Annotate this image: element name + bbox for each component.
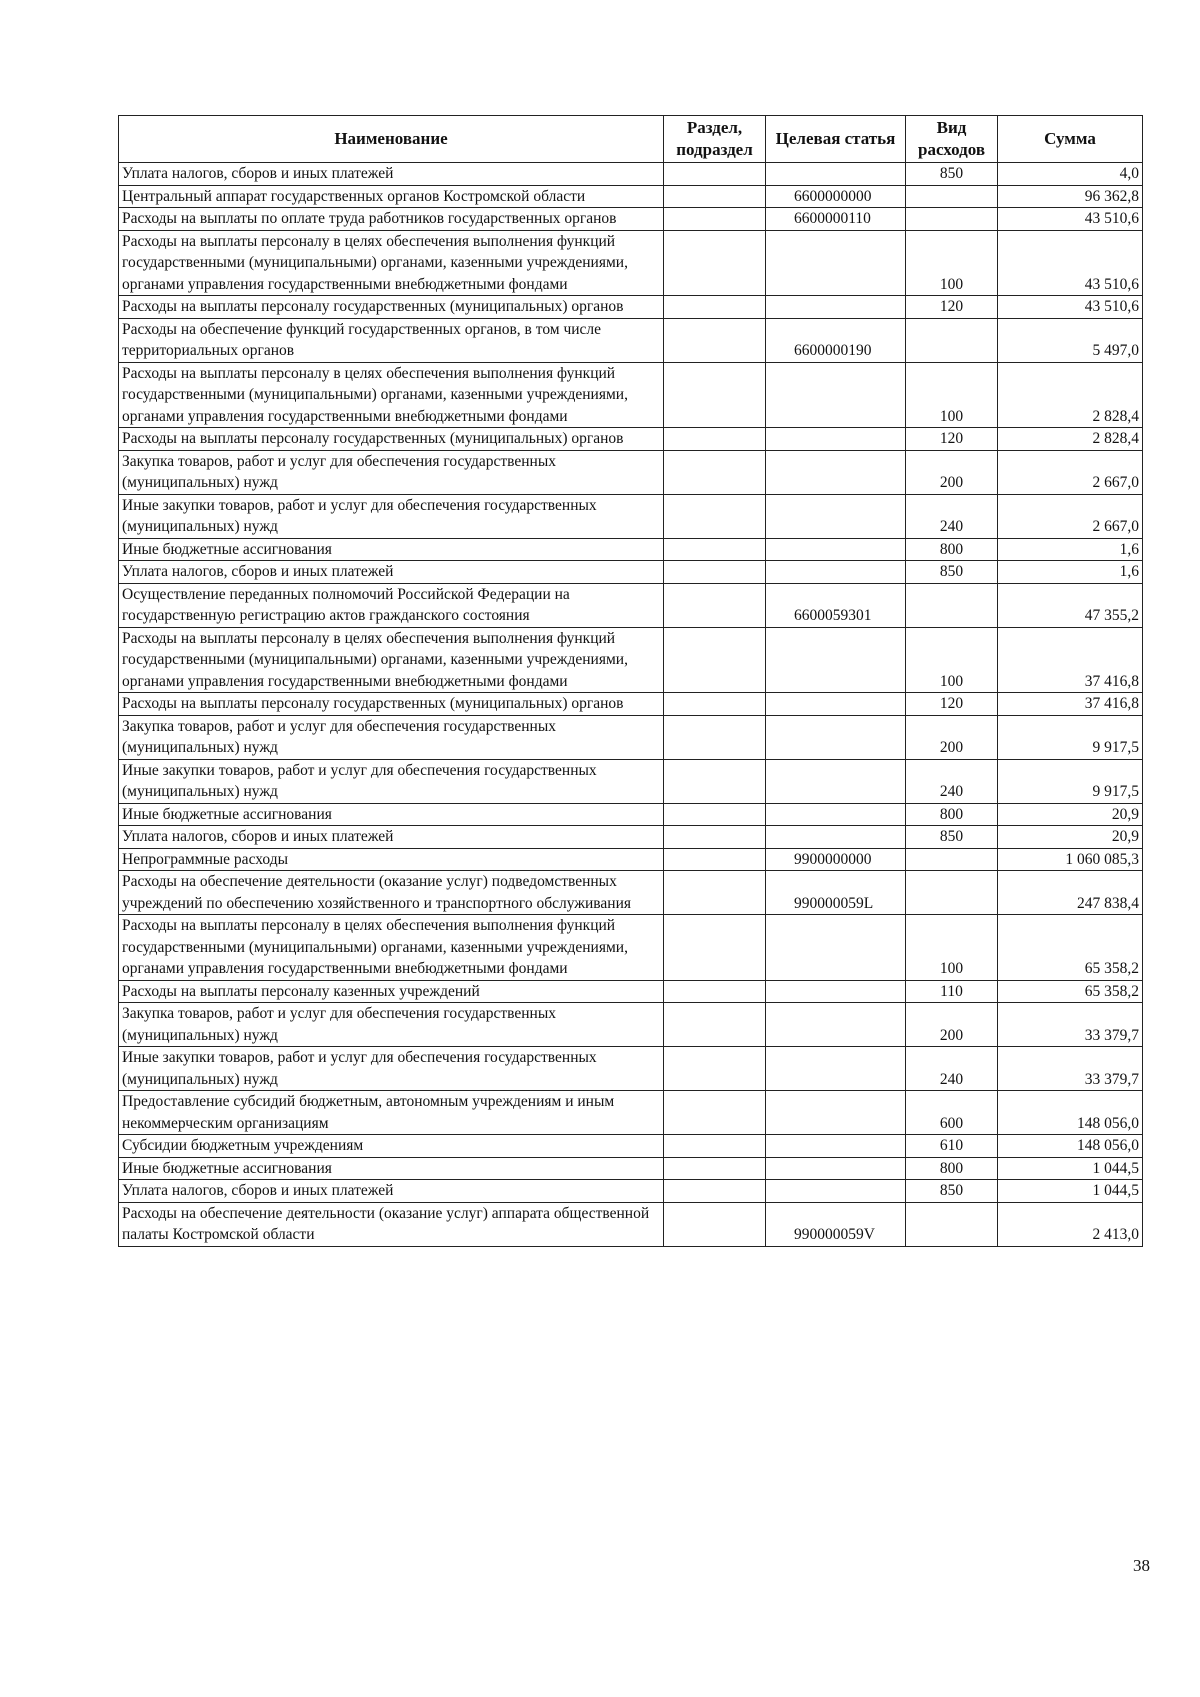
cell-kind: 850	[906, 1180, 998, 1203]
cell-name: Расходы на выплаты персоналу в целях обеспечения выполнения функций государственными (муниципальными) органами, казенными учреждениями, органами управления государственными внебюджетными фондами	[119, 230, 664, 296]
cell-section	[664, 428, 766, 451]
cell-kind: 600	[906, 1091, 998, 1135]
cell-kind: 800	[906, 1157, 998, 1180]
cell-section	[664, 185, 766, 208]
table-row	[119, 208, 1143, 231]
table-row	[119, 693, 1143, 716]
table-row	[119, 561, 1143, 584]
cell-sum: 2 667,0	[998, 494, 1143, 538]
cell-target	[766, 759, 906, 803]
cell-section	[664, 494, 766, 538]
cell-section	[664, 163, 766, 186]
cell-name: Предоставление субсидий бюджетным, автономным учреждениям и иным некоммерческим организациям	[119, 1091, 664, 1135]
cell-section	[664, 583, 766, 627]
cell-section	[664, 561, 766, 584]
cell-name: Субсидии бюджетным учреждениям	[119, 1135, 664, 1158]
cell-target	[766, 627, 906, 693]
table-row	[119, 428, 1143, 451]
cell-target	[766, 715, 906, 759]
cell-target	[766, 494, 906, 538]
cell-section	[664, 1091, 766, 1135]
table-row	[119, 1091, 1143, 1135]
table-row	[119, 538, 1143, 561]
header-sum: Сумма	[998, 116, 1143, 163]
table-row	[119, 715, 1143, 759]
header-row	[119, 116, 1143, 163]
cell-sum: 1,6	[998, 538, 1143, 561]
header-name: Наименование	[119, 116, 664, 163]
table-row	[119, 826, 1143, 849]
cell-kind: 200	[906, 715, 998, 759]
cell-section	[664, 803, 766, 826]
cell-name: Иные бюджетные ассигнования	[119, 803, 664, 826]
cell-target	[766, 1180, 906, 1203]
cell-section	[664, 627, 766, 693]
cell-kind: 240	[906, 1047, 998, 1091]
cell-sum: 20,9	[998, 826, 1143, 849]
cell-target	[766, 915, 906, 981]
table-row	[119, 759, 1143, 803]
cell-section	[664, 450, 766, 494]
cell-target: 9900000000	[766, 848, 906, 871]
cell-kind: 800	[906, 538, 998, 561]
cell-name: Уплата налогов, сборов и иных платежей	[119, 1180, 664, 1203]
cell-kind: 240	[906, 494, 998, 538]
cell-name: Уплата налогов, сборов и иных платежей	[119, 826, 664, 849]
cell-kind	[906, 583, 998, 627]
cell-kind: 100	[906, 230, 998, 296]
table-row	[119, 1202, 1143, 1246]
cell-sum: 2 667,0	[998, 450, 1143, 494]
table-row	[119, 318, 1143, 362]
cell-kind: 850	[906, 163, 998, 186]
cell-target: 6600000110	[766, 208, 906, 231]
cell-kind	[906, 208, 998, 231]
cell-name: Расходы на обеспечение деятельности (оказание услуг) аппарата общественной палаты Костромской области	[119, 1202, 664, 1246]
cell-name: Иные закупки товаров, работ и услуг для обеспечения государственных (муниципальных) нужд	[119, 1047, 664, 1091]
cell-name: Закупка товаров, работ и услуг для обеспечения государственных (муниципальных) нужд	[119, 715, 664, 759]
cell-kind: 200	[906, 450, 998, 494]
cell-sum: 65 358,2	[998, 980, 1143, 1003]
cell-kind: 800	[906, 803, 998, 826]
cell-section	[664, 848, 766, 871]
cell-kind	[906, 848, 998, 871]
cell-name: Центральный аппарат государственных органов Костромской области	[119, 185, 664, 208]
cell-target	[766, 1003, 906, 1047]
cell-name: Иные закупки товаров, работ и услуг для обеспечения государственных (муниципальных) нужд	[119, 494, 664, 538]
cell-kind: 100	[906, 627, 998, 693]
cell-section	[664, 1047, 766, 1091]
cell-name: Расходы на обеспечение деятельности (оказание услуг) подведомственных учреждений по обеспечению хозяйственного и транспортного обслуживания	[119, 871, 664, 915]
cell-target	[766, 538, 906, 561]
cell-section	[664, 826, 766, 849]
cell-kind: 850	[906, 561, 998, 584]
cell-kind: 120	[906, 693, 998, 716]
cell-name: Уплата налогов, сборов и иных платежей	[119, 163, 664, 186]
cell-name: Расходы на выплаты персоналу государственных (муниципальных) органов	[119, 296, 664, 319]
cell-target: 6600000000	[766, 185, 906, 208]
cell-name: Расходы на выплаты персоналу в целях обеспечения выполнения функций государственными (муниципальными) органами, казенными учреждениями, органами управления государственными внебюджетными фондами	[119, 362, 664, 428]
cell-target: 990000059V	[766, 1202, 906, 1246]
cell-sum: 1 044,5	[998, 1157, 1143, 1180]
cell-section	[664, 1202, 766, 1246]
cell-sum: 47 355,2	[998, 583, 1143, 627]
cell-name: Закупка товаров, работ и услуг для обеспечения государственных (муниципальных) нужд	[119, 1003, 664, 1047]
cell-target	[766, 1135, 906, 1158]
cell-section	[664, 980, 766, 1003]
cell-target	[766, 1047, 906, 1091]
table-row	[119, 1135, 1143, 1158]
cell-section	[664, 362, 766, 428]
budget-table	[118, 115, 1143, 1247]
cell-sum: 2 828,4	[998, 362, 1143, 428]
cell-kind: 120	[906, 428, 998, 451]
cell-kind	[906, 1202, 998, 1246]
cell-target: 6600000190	[766, 318, 906, 362]
table-row	[119, 450, 1143, 494]
cell-target	[766, 428, 906, 451]
cell-target: 6600059301	[766, 583, 906, 627]
cell-name: Уплата налогов, сборов и иных платежей	[119, 561, 664, 584]
cell-sum: 33 379,7	[998, 1047, 1143, 1091]
cell-kind: 240	[906, 759, 998, 803]
table-row	[119, 494, 1143, 538]
cell-sum: 43 510,6	[998, 296, 1143, 319]
cell-kind: 120	[906, 296, 998, 319]
cell-target: 990000059L	[766, 871, 906, 915]
table-row	[119, 230, 1143, 296]
cell-target	[766, 980, 906, 1003]
header-target: Целевая статья	[766, 116, 906, 163]
cell-section	[664, 1180, 766, 1203]
cell-section	[664, 715, 766, 759]
cell-kind	[906, 871, 998, 915]
cell-kind	[906, 318, 998, 362]
cell-section	[664, 759, 766, 803]
cell-target	[766, 296, 906, 319]
table-row	[119, 848, 1143, 871]
cell-kind: 110	[906, 980, 998, 1003]
cell-target	[766, 362, 906, 428]
cell-sum: 20,9	[998, 803, 1143, 826]
cell-target	[766, 230, 906, 296]
cell-sum: 9 917,5	[998, 759, 1143, 803]
table-row	[119, 803, 1143, 826]
table-row	[119, 296, 1143, 319]
cell-sum: 96 362,8	[998, 185, 1143, 208]
cell-sum: 37 416,8	[998, 627, 1143, 693]
cell-target	[766, 450, 906, 494]
cell-name: Расходы на выплаты по оплате труда работников государственных органов	[119, 208, 664, 231]
cell-section	[664, 915, 766, 981]
cell-section	[664, 1003, 766, 1047]
cell-sum: 37 416,8	[998, 693, 1143, 716]
cell-sum: 43 510,6	[998, 230, 1143, 296]
table-row	[119, 627, 1143, 693]
table-body	[119, 163, 1143, 1247]
cell-name: Иные закупки товаров, работ и услуг для обеспечения государственных (муниципальных) нужд	[119, 759, 664, 803]
header-kind: Вид расходов	[906, 116, 998, 163]
cell-name: Расходы на выплаты персоналу государственных (муниципальных) органов	[119, 693, 664, 716]
cell-target	[766, 826, 906, 849]
header-section: Раздел, подраздел	[664, 116, 766, 163]
table-row	[119, 871, 1143, 915]
cell-section	[664, 230, 766, 296]
table-row	[119, 1180, 1143, 1203]
cell-section	[664, 296, 766, 319]
table-row	[119, 980, 1143, 1003]
cell-section	[664, 1135, 766, 1158]
cell-target	[766, 1091, 906, 1135]
cell-sum: 2 413,0	[998, 1202, 1143, 1246]
cell-sum: 1 060 085,3	[998, 848, 1143, 871]
cell-target	[766, 803, 906, 826]
cell-name: Иные бюджетные ассигнования	[119, 1157, 664, 1180]
table-row	[119, 1157, 1143, 1180]
cell-section	[664, 318, 766, 362]
cell-sum: 1,6	[998, 561, 1143, 584]
table-row	[119, 1003, 1143, 1047]
cell-section	[664, 1157, 766, 1180]
cell-kind	[906, 185, 998, 208]
cell-kind: 850	[906, 826, 998, 849]
cell-sum: 1 044,5	[998, 1180, 1143, 1203]
page-number: 38	[1133, 1556, 1150, 1575]
table-row	[119, 163, 1143, 186]
table-row	[119, 362, 1143, 428]
cell-name: Расходы на выплаты персоналу казенных учреждений	[119, 980, 664, 1003]
cell-name: Осуществление переданных полномочий Российской Федерации на государственную регистрацию актов гражданского состояния	[119, 583, 664, 627]
cell-name: Иные бюджетные ассигнования	[119, 538, 664, 561]
cell-sum: 43 510,6	[998, 208, 1143, 231]
cell-section	[664, 208, 766, 231]
cell-kind: 200	[906, 1003, 998, 1047]
cell-kind: 100	[906, 362, 998, 428]
cell-target	[766, 163, 906, 186]
cell-target	[766, 1157, 906, 1180]
table-row	[119, 915, 1143, 981]
cell-name: Расходы на выплаты персоналу в целях обеспечения выполнения функций государственными (муниципальными) органами, казенными учреждениями, органами управления государственными внебюджетными фондами	[119, 627, 664, 693]
cell-sum: 148 056,0	[998, 1135, 1143, 1158]
cell-section	[664, 871, 766, 915]
cell-target	[766, 693, 906, 716]
cell-sum: 4,0	[998, 163, 1143, 186]
cell-sum: 247 838,4	[998, 871, 1143, 915]
cell-sum: 2 828,4	[998, 428, 1143, 451]
cell-sum: 148 056,0	[998, 1091, 1143, 1135]
table-row	[119, 185, 1143, 208]
cell-name: Расходы на выплаты персоналу в целях обеспечения выполнения функций государственными (муниципальными) органами, казенными учреждениями, органами управления государственными внебюджетными фондами	[119, 915, 664, 981]
cell-kind: 100	[906, 915, 998, 981]
table-row	[119, 1047, 1143, 1091]
cell-sum: 5 497,0	[998, 318, 1143, 362]
cell-section	[664, 538, 766, 561]
cell-name: Непрограммные расходы	[119, 848, 664, 871]
cell-sum: 33 379,7	[998, 1003, 1143, 1047]
cell-name: Расходы на обеспечение функций государственных органов, в том числе территориальных органов	[119, 318, 664, 362]
cell-target	[766, 561, 906, 584]
cell-kind: 610	[906, 1135, 998, 1158]
cell-sum: 65 358,2	[998, 915, 1143, 981]
cell-name: Закупка товаров, работ и услуг для обеспечения государственных (муниципальных) нужд	[119, 450, 664, 494]
cell-sum: 9 917,5	[998, 715, 1143, 759]
cell-section	[664, 693, 766, 716]
table-row	[119, 583, 1143, 627]
cell-name: Расходы на выплаты персоналу государственных (муниципальных) органов	[119, 428, 664, 451]
